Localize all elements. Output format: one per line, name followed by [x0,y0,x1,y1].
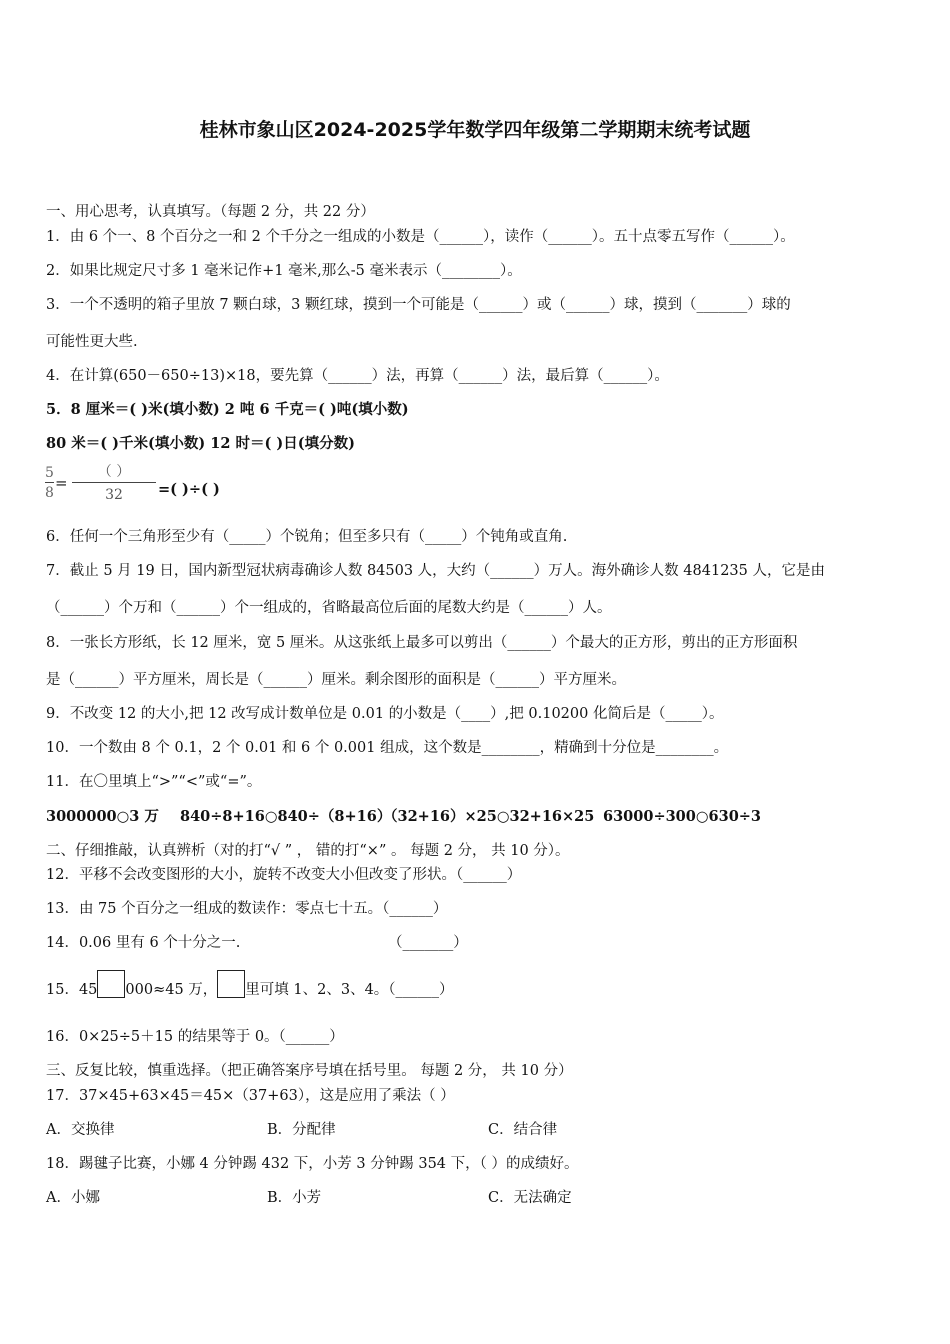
question-7-line2: （______）个万和（______）个一组成的，省略最高位后面的尾数大约是（______）人。 [46,600,612,616]
section2-heading: 二、仔细推敲，认真辨析（对的打“√ ” ， 错的打“×” 。 每题 2 分， 共 10 分）。 [46,843,570,859]
question-14: 14．0.06 里有 6 个十分之一. [46,935,241,951]
question-3-line2: 可能性更大些. [46,334,138,350]
question-3-line1: 3．一个不透明的箱子里放 7 颗白球，3 颗红球，摸到一个可能是（______）或（______）球，摸到（_______）球的 [46,297,791,313]
answer-box [97,970,125,998]
question-7-line1: 7．截止 5 月 19 日，国内新型冠状病毒确诊人数 84503 人，大约（______）万人。海外确诊人数 4841235 人，它是由 [46,563,825,579]
question-11: 11．在〇里填上“>”“<”或“=”。 [46,774,262,790]
q17-option-a: A．交换律 [46,1122,115,1138]
question-10: 10．一个数由 8 个 0.1，2 个 0.01 和 6 个 0.001 组成，这个数是________，精确到十分位是________。 [46,740,729,756]
fraction-tail: =( )÷( ) [158,481,220,498]
q18-option-b: B．小芳 [267,1190,322,1206]
question-9: 9．不改变 12 的大小,把 12 改写成计数单位是 0.01 的小数是（____）,把 0.10200 化简后是（_____）。 [46,706,724,722]
q17-option-c: C．结合律 [488,1122,558,1138]
question-5-line1: 5．8 厘米＝( )米(填小数) 2 吨 6 千克＝( )吨(填小数) [46,401,409,418]
q15-middle: 000≈45 万， [125,982,218,998]
equals-sign: = [55,474,68,492]
q15-prefix: 15．45 [46,982,98,998]
question-18: 18．踢毽子比赛，小娜 4 分钟踢 432 下，小芳 3 分钟踢 354 下，（ ）的成绩好。 [46,1156,579,1172]
fraction-denominator: 8 [45,485,54,501]
question-1: 1．由 6 个一、8 个百分之一和 2 个千分之一组成的小数是（______），读作（______）。五十点零五写作（______）。 [46,229,795,245]
question-14-blank: （_______） [388,935,468,951]
answer-box [217,970,245,998]
q15-suffix: 里可填 1、2、3、4。（______） [245,982,454,998]
question-6: 6．任何一个三角形至少有（_____）个锐角；但至多只有（_____）个钝角或直角. [46,529,568,545]
question-17: 17．37×45+63×45＝45×（37+63），这是应用了乘法（ ） [46,1088,455,1104]
question-4: 4．在计算(650－650÷13)×18，要先算（______）法，再算（______）法，最后算（______）。 [46,368,669,384]
fraction-bar-2 [72,482,156,483]
question-16: 16．0×25÷5＋15 的结果等于 0。（______） [46,1029,344,1045]
question-2: 2．如果比规定尺寸多 1 毫米记作+1 毫米,那么-5 毫米表示（________）。 [46,263,522,279]
section1-heading: 一、用心思考，认真填写。（每题 2 分，共 22 分） [46,204,375,220]
q11-item-3: （32+16）×25○32+16×25 [383,808,595,825]
fraction-bar [45,482,54,483]
fraction-numerator: 5 [45,465,54,481]
question-8-line1: 8．一张长方形纸，长 12 厘米，宽 5 厘米。从这张纸上最多可以剪出（______）个最大的正方形，剪出的正方形面积 [46,635,798,651]
fraction-denominator-2: 32 [105,487,123,503]
q11-item-2: 840÷8+16○840÷（8+16） [180,808,392,825]
question-15 [46,980,454,1000]
question-5-line2: 80 米＝( )千米(填小数) 12 时＝( )日(填分数) [46,435,355,452]
q11-item-1: 3000000○3 万 [46,808,159,825]
question-13: 13．由 75 个百分之一组成的数读作：零点七十五。（______） [46,901,448,917]
q18-option-a: A．小娜 [46,1190,100,1206]
fraction-blank-numerator: （ ） [97,464,131,480]
q18-option-c: C．无法确定 [488,1190,572,1206]
page-title: 桂林市象山区2024-2025学年数学四年级第二学期期末统考试题 [199,119,751,141]
question-8-line2: 是（______）平方厘米，周长是（______）厘米。剩余图形的面积是（______）平方厘米。 [46,672,626,688]
question-12: 12．平移不会改变图形的大小，旋转不改变大小但改变了形状。（______） [46,867,522,883]
q11-item-4: 63000÷300○630÷3 [603,808,762,825]
q17-option-b: B．分配律 [267,1122,336,1138]
section3-heading: 三、反复比较，慎重选择。（把正确答案序号填在括号里。 每题 2 分， 共 10 分） [46,1063,573,1079]
